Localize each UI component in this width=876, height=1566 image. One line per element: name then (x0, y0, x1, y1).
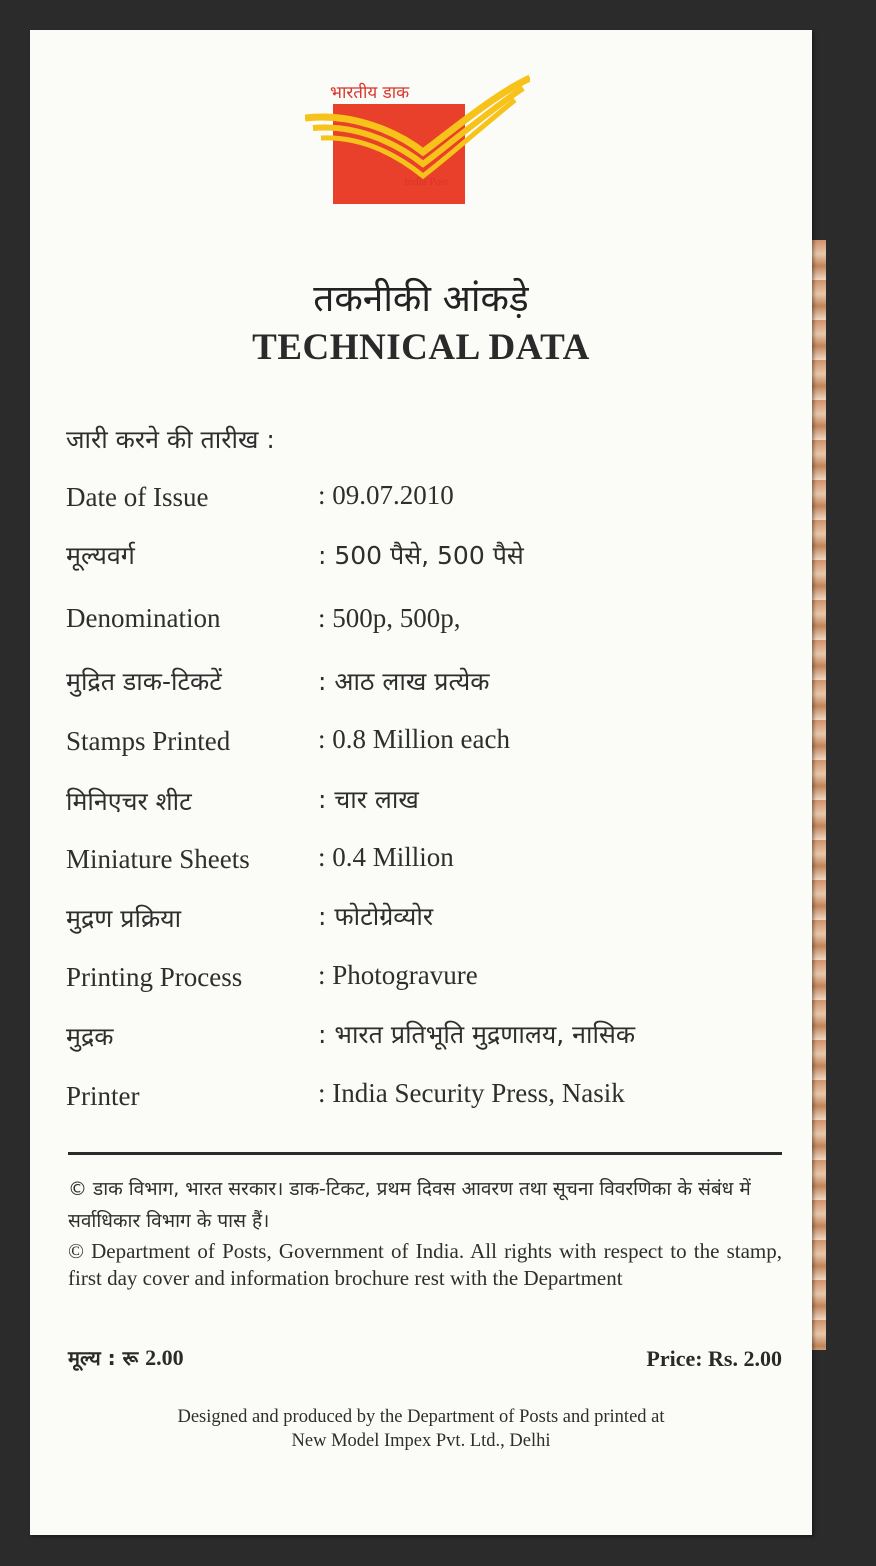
copyright-notice: © Department of Posts, Government of India. All rights with respect to the stamp, first day cover and information brochure rest with the Department (68, 1239, 782, 1290)
technical-data-page (30, 30, 812, 1535)
issue-date-label: Date of Issue (66, 482, 209, 512)
printer-value: : India Security Press, Nasik (318, 1078, 625, 1108)
logo-wordmark-english: India Post (404, 176, 449, 188)
printer-value-hindi: : भारत प्रतिभूति मुद्रणालय, नासिक (318, 1020, 636, 1049)
miniature-sheets-label: Miniature Sheets (66, 844, 250, 874)
price-hindi-label: मूल्य : रू (68, 1346, 139, 1370)
stamps-printed-value-hindi: : आठ लाख प्रत्येक (318, 667, 490, 696)
price: Price: Rs. 2.00 (646, 1346, 782, 1371)
page-title: TECHNICAL DATA (252, 327, 590, 368)
stamps-printed-label-hindi: मुद्रित डाक-टिकटें (66, 667, 222, 696)
printer-label-hindi: मुद्रक (66, 1022, 114, 1051)
page-title-hindi: तकनीकी आंकड़े (313, 277, 529, 320)
credit-line-2: New Model Impex Pvt. Ltd., Delhi (291, 1431, 551, 1451)
credit-line-1: Designed and produced by the Department of Posts and printed at (177, 1407, 665, 1427)
denomination-label-hindi: मूल्यवर्ग (66, 541, 135, 570)
printing-process-value: : Photogravure (318, 960, 478, 990)
miniature-sheets-label-hindi: मिनिएचर शीट (66, 787, 192, 816)
denomination-value: : 500p, 500p, (318, 603, 461, 633)
denomination-value-hindi: : 500 पैसे, 500 पैसे (318, 541, 524, 570)
printing-process-value-hindi: : फोटोग्रेव्योर (318, 902, 434, 931)
stamps-printed-label: Stamps Printed (66, 726, 231, 756)
stamps-printed-value: : 0.8 Million each (318, 724, 510, 754)
issue-date-value: : 09.07.2010 (318, 480, 454, 510)
printing-process-label: Printing Process (66, 962, 243, 992)
price-hindi-amount: 2.00 (145, 1345, 184, 1370)
copyright-notice-hindi: © डाक विभाग, भारत सरकार। डाक-टिकट, प्रथम दिवस आवरण तथा सूचना विवरणिका के संबंध में सर्वाधिकार विभाग के पास हैं। (68, 1178, 751, 1232)
logo-wordmark-hindi: भारतीय डाक (330, 83, 410, 103)
miniature-sheets-value-hindi: : चार लाख (318, 785, 419, 814)
issue-date-label-hindi: जारी करने की तारीख : (66, 425, 275, 454)
printing-process-label-hindi: मुद्रण प्रक्रिया (66, 904, 182, 933)
miniature-sheets-value: : 0.4 Million (318, 842, 454, 872)
price-hindi (68, 1344, 184, 1371)
denomination-label: Denomination (66, 603, 221, 633)
printer-label: Printer (66, 1081, 140, 1111)
divider (68, 1152, 782, 1155)
